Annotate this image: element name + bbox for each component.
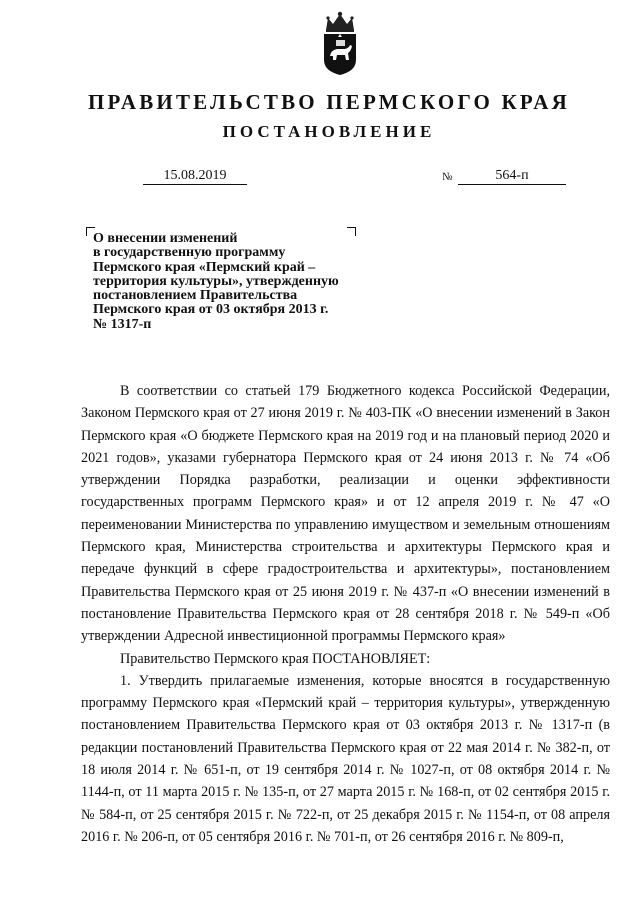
document-subject: [93, 232, 383, 332]
body-paragraph-resolution: Правительство Пермского края ПОСТАНОВЛЯЕТ:: [120, 650, 431, 667]
subject-line: в государственную программу: [93, 245, 286, 261]
subject-line: № 1317-п: [93, 316, 152, 332]
subject-line: Пермского края от 03 октября 2013 г.: [93, 302, 329, 318]
subject-line: Пермского края «Пермский край –: [93, 259, 316, 275]
document-date: 15.08.2019: [143, 168, 247, 185]
document-number: 564-п: [458, 168, 566, 185]
perm-krai-coat-of-arms-icon: [318, 10, 362, 76]
number-sign: №: [442, 171, 453, 183]
document-type: ПОСТАНОВЛЕНИЕ: [222, 122, 436, 141]
body-paragraph-legal-basis: В соответствии со статьей 179 Бюджетного кодекса Российской Федерации, Законом Пермского края от 27 июня 2019 г. № 403-ПК «О внесении изменений в Закон Пермского края «О бюджете Пермского края на 2019 год и на плановый период 2020 и 2021 годов», указами губернатора Пермского края от 24 июня 2013 г. № 74 «Об утверждении Порядка разработки, реализации и оценки эффективности государственных программ Пермского края» и от 12 апреля 2019 г. № 47 «О переименовании Министерства по управлению имуществом и земельным отношениям Пермского края, Министерства строительства и архитектуры Пермского края и передаче функций в сфере градостроительства и архитектуры», постановлением Правительства Пермского края от 25 июня 2019 г. № 437-п «О внесении изменений в постановление Правительства Пермского края от 28 сентября 2018 г. № 549-п «Об утверждении Адресной инвестиционной программы Пермского края»: [81, 383, 610, 645]
subject-line: О внесении изменений: [93, 231, 238, 246]
subject-line: постановлением Правительства: [93, 288, 298, 304]
government-title: ПРАВИТЕЛЬСТВО ПЕРМСКОГО КРАЯ: [87, 90, 570, 114]
body-paragraph-item-1: 1. Утвердить прилагаемые изменения, которые вносятся в государственную программу Пермского края «Пермский край – территория культуры», утвержденную постановлением Правительства Пермского края от 03 октября 2013 г. № 1317-п (в редакции постановлений Правительства Пермского края от 22 мая 2014 г. № 382-п, от 18 июля 2014 г. № 651-п, от 19 сентября 2014 г. № 1027-п, от 08 октября 2014 г. № 1144-п, от 11 марта 2015 г. № 135-п, от 27 марта 2015 г. № 168-п, от 02 сентября 2015 г. № 584-п, от 25 сентября 2015 г. № 722-п, от 25 декабря 2015 г. № 1154-п, от 08 апреля 2016 г. № 206-п, от 05 сентября 2016 г. № 701-п, от 26 сентября 2016 г. № 809-п,: [81, 672, 610, 845]
document-body: [81, 380, 610, 848]
subject-line: территория культуры», утвержденную: [93, 273, 339, 289]
